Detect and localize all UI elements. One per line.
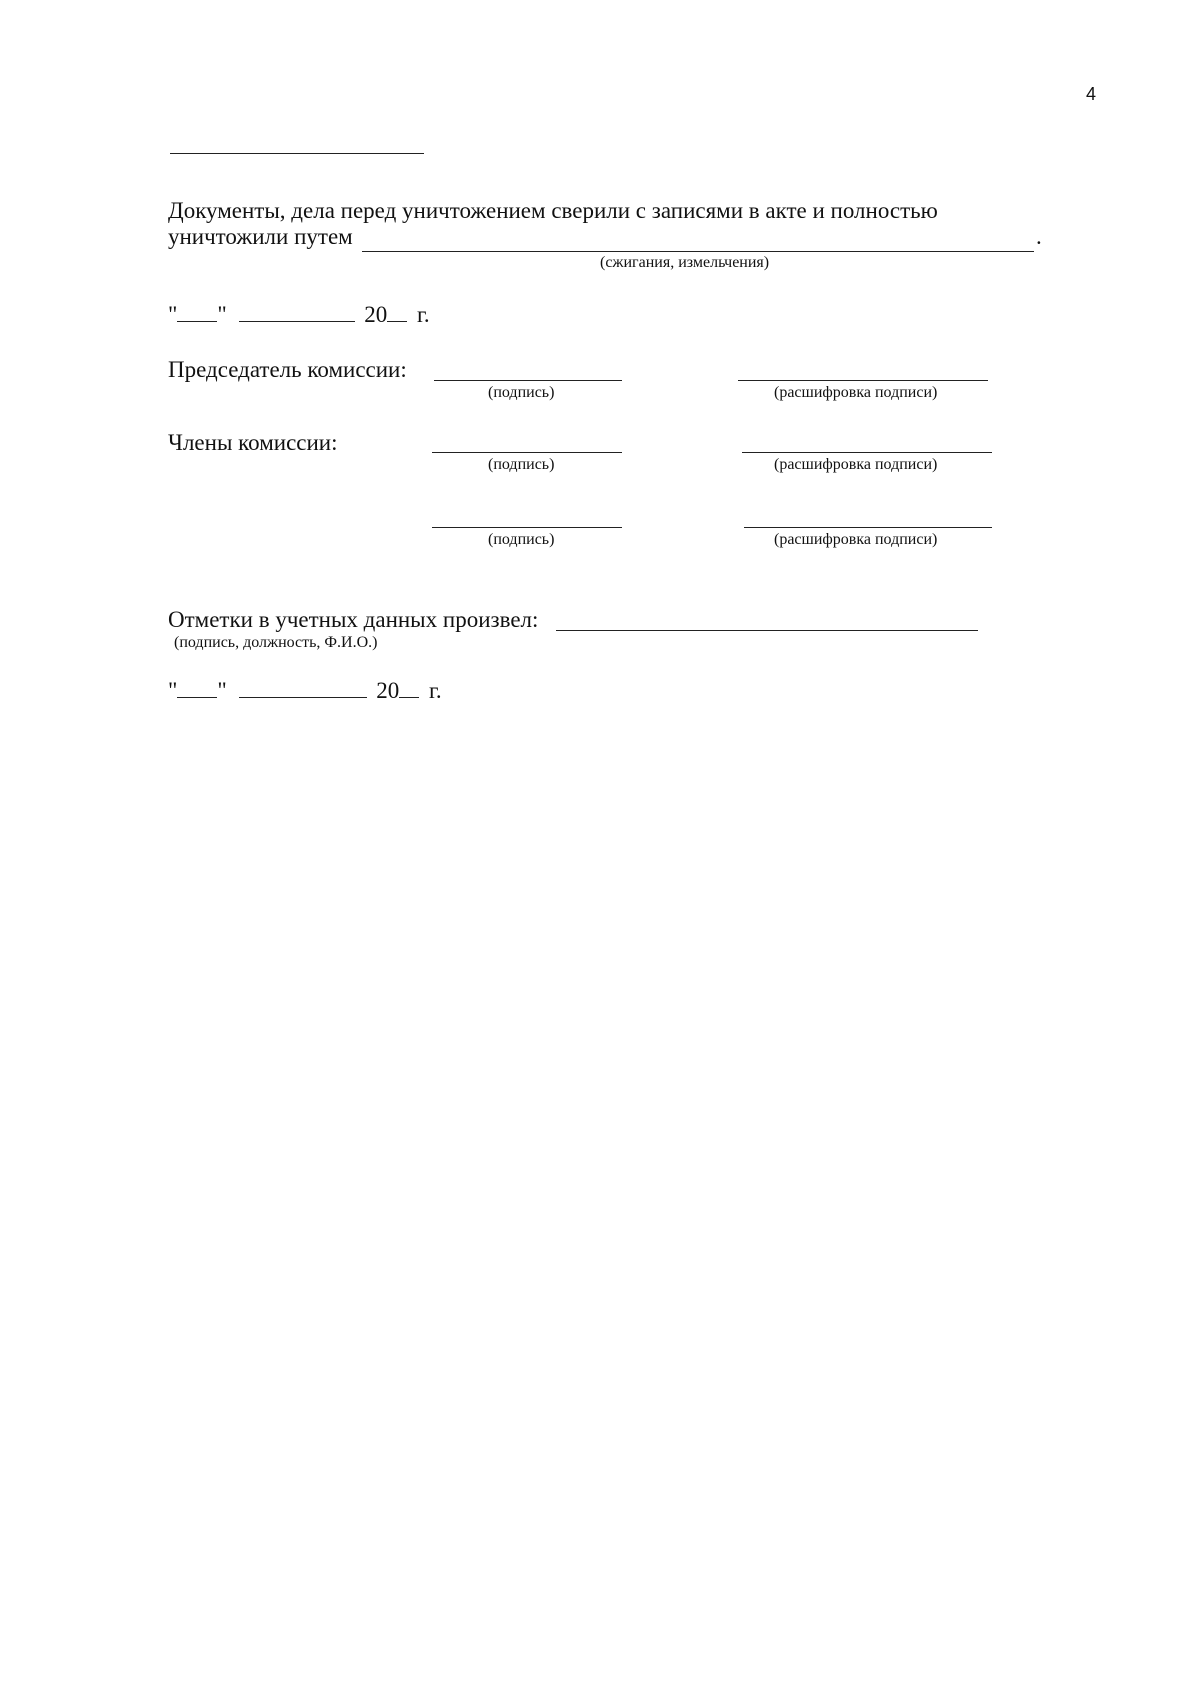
date-year-field[interactable]: [387, 303, 407, 322]
date-year-suffix: г.: [429, 678, 442, 703]
chairman-label: Председатель комиссии:: [168, 357, 407, 382]
records-label: Отметки в учетных данных произвел:: [168, 607, 539, 632]
records-field[interactable]: [556, 630, 978, 631]
member-2-decoding-field[interactable]: [744, 527, 992, 528]
chairman-signature-caption: (подпись): [488, 384, 555, 401]
chairman-signature-field[interactable]: [434, 380, 622, 381]
member-1-signature-caption: (подпись): [488, 456, 555, 473]
chairman-decoding-field[interactable]: [738, 380, 988, 381]
date-day-field[interactable]: [177, 679, 217, 698]
member-2-signature-caption: (подпись): [488, 531, 555, 548]
page-number: 4: [1086, 84, 1097, 104]
chairman-decoding-caption: (расшифровка подписи): [774, 384, 938, 401]
member-1-signature-field[interactable]: [432, 452, 622, 453]
members-label: Члены комиссии:: [168, 430, 338, 455]
date-row-1: [168, 302, 430, 328]
member-1-decoding-field[interactable]: [742, 452, 992, 453]
date-month-field[interactable]: [239, 679, 367, 698]
date-year-prefix: 20: [364, 302, 388, 327]
date-quote-open: ": [168, 302, 178, 327]
member-2-decoding-caption: (расшифровка подписи): [774, 531, 938, 548]
member-1-decoding-caption: (расшифровка подписи): [774, 456, 938, 473]
date-day-field[interactable]: [177, 303, 217, 322]
member-2-signature-field[interactable]: [432, 527, 622, 528]
date-year-field[interactable]: [399, 679, 419, 698]
top-divider: [170, 153, 424, 154]
date-quote-open: ": [168, 678, 178, 703]
destruction-line-2-prefix: уничтожили путем: [168, 224, 353, 249]
destruction-line-1: Документы, дела перед уничтожением сверили с записями в акте и полностью: [168, 198, 938, 223]
date-row-2: [168, 678, 442, 704]
date-month-field[interactable]: [239, 303, 355, 322]
records-caption: (подпись, должность, Ф.И.О.): [174, 634, 378, 651]
date-quote-close: ": [217, 678, 227, 703]
date-quote-close: ": [217, 302, 227, 327]
destruction-line-2-suffix: .: [1036, 224, 1042, 249]
destruction-method-field[interactable]: [362, 251, 1034, 252]
destruction-method-caption: (сжигания, измельчения): [600, 254, 770, 271]
date-year-suffix: г.: [417, 302, 430, 327]
date-year-prefix: 20: [376, 678, 400, 703]
